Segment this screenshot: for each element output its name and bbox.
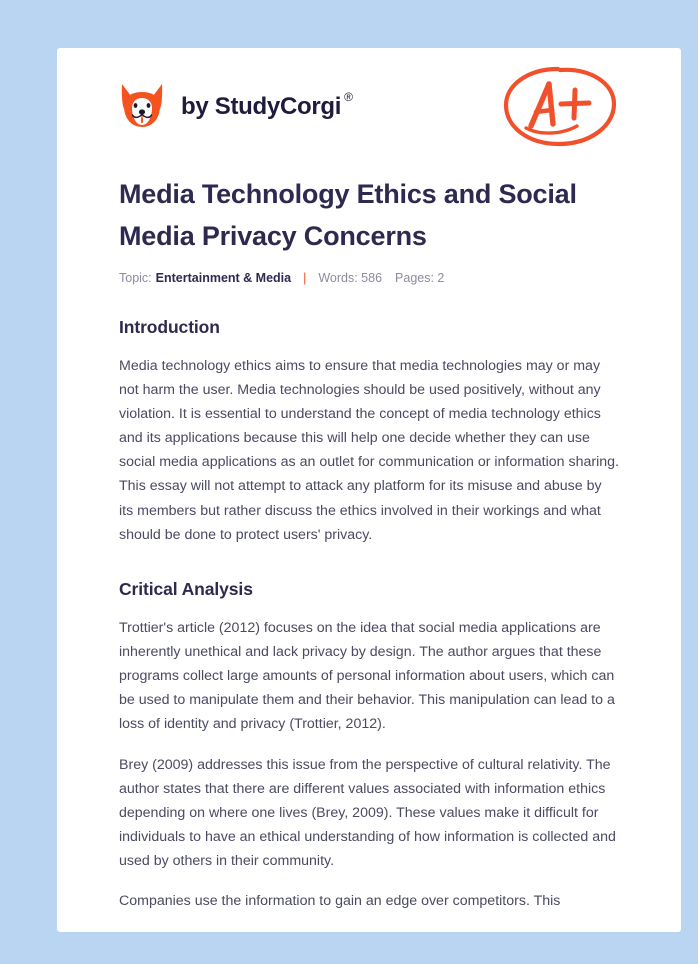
meta-separator: |	[303, 270, 307, 285]
brand-name	[181, 90, 353, 121]
topic-label: Topic:	[119, 270, 152, 285]
document-content	[57, 48, 681, 913]
document-page	[57, 48, 681, 932]
page-count: Pages: 2	[395, 270, 445, 285]
paragraph: Brey (2009) addresses this issue from the perspective of cultural relativity. The author states that there are different values associated with information ethics depending on where one lives (Brey, 2009). These values make it difficult for individuals to have an ethical understanding of how information is collected and used by others in their community.	[119, 756, 616, 870]
brand-logo[interactable]	[119, 82, 353, 132]
word-count: Words: 586	[318, 270, 383, 285]
page-title: Media Technology Ethics and Social Media Privacy Concerns	[119, 179, 577, 251]
corgi-face-icon	[119, 82, 165, 132]
document-meta	[119, 271, 619, 285]
brand-name-text: by StudyCorgi	[181, 93, 342, 120]
a-plus-grade-badge-icon	[501, 64, 619, 150]
section-heading-introduction: Introduction	[119, 316, 220, 337]
registered-trademark-icon: ®	[344, 90, 353, 104]
section-heading-critical-analysis: Critical Analysis	[119, 578, 253, 599]
topic-value[interactable]: Entertainment & Media	[155, 270, 292, 285]
paragraph: Trottier's article (2012) focuses on the idea that social media applications are inherently unethical and lack privacy by design. The author argues that these programs collect large amounts of personal information about users, which can be used to manipulate them and their behavior. This manipulation can lead to a loss of identity and privacy (Trottier, 2012).	[119, 619, 615, 733]
document-header	[119, 48, 619, 152]
paragraph: Companies use the information to gain an edge over competitors. This	[119, 893, 561, 910]
paragraph: Media technology ethics aims to ensure that media technologies may or may not harm the user. Media technologies should be used positively, without any violation. It is essential to understand the concept of media technology ethics and its applications because this will help one decide whether they can use social media applications as an outlet for communication or information sharing. This essay will not attempt to attack any platform for its misuse and abuse by its members but rather discuss the ethics involved in their workings and what should be done to protect users' privacy.	[119, 357, 619, 543]
